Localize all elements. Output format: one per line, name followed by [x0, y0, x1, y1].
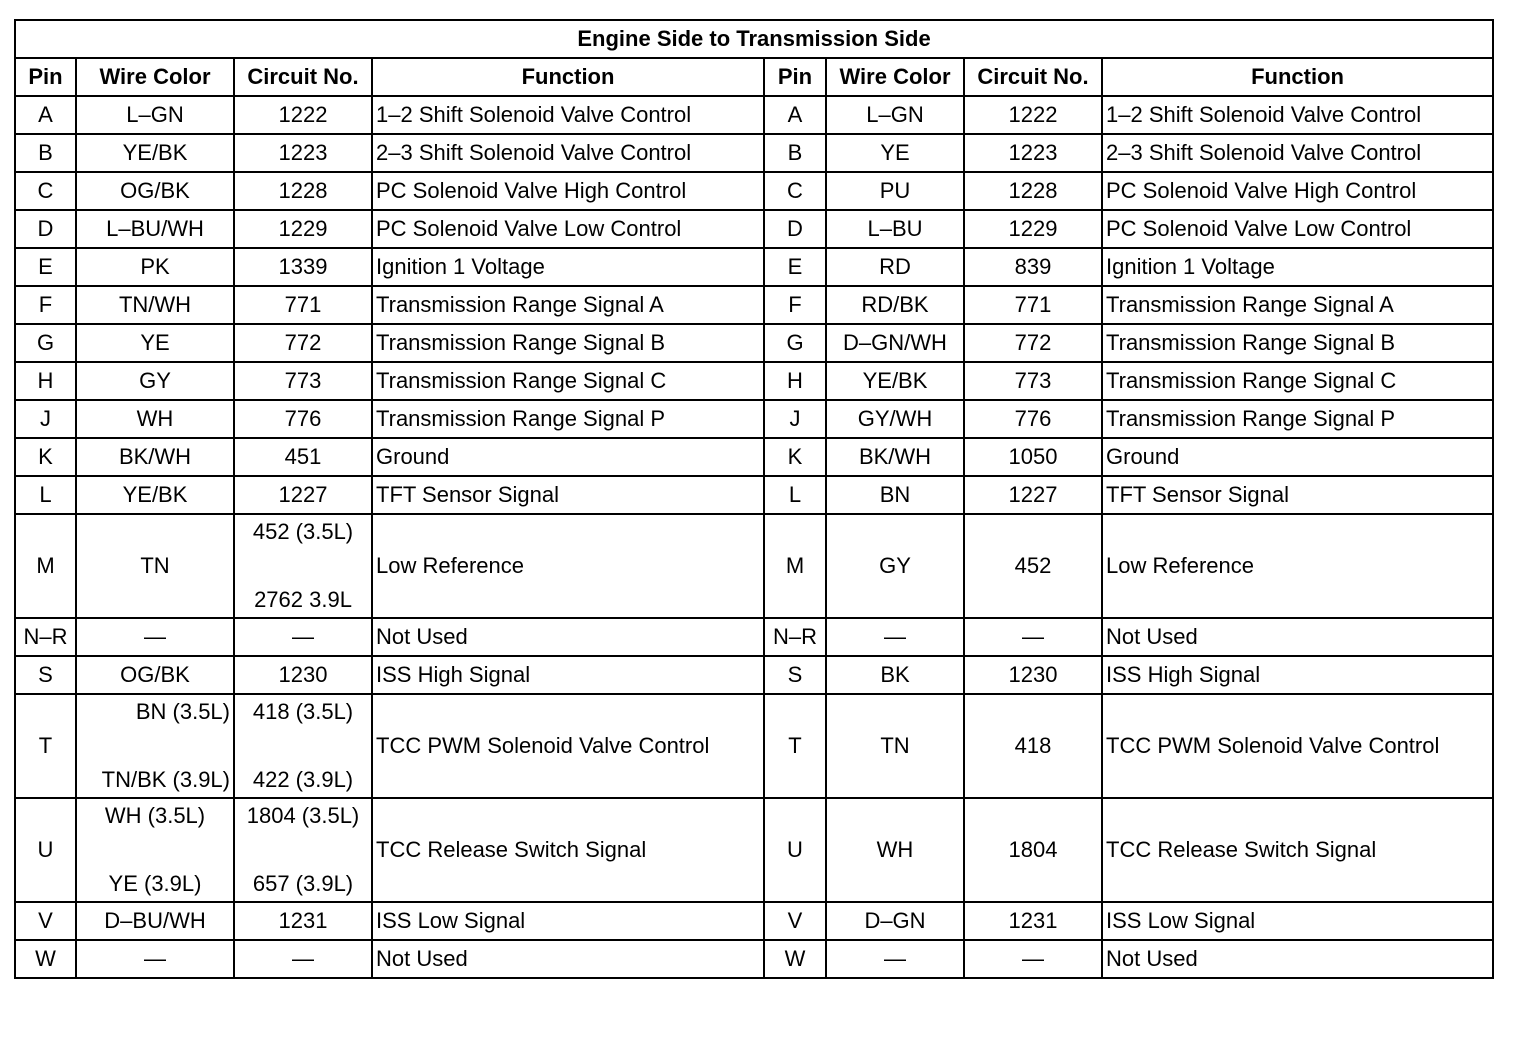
header-engine-wire-color: Wire Color: [76, 58, 234, 96]
trans-function-cell: Transmission Range Signal P: [1102, 400, 1493, 438]
table-row: [15, 172, 1493, 210]
engine-pin-cell: A: [15, 96, 76, 134]
engine-pin-cell: F: [15, 286, 76, 324]
engine-pin-cell: B: [15, 134, 76, 172]
engine-function-cell: 1–2 Shift Solenoid Valve Control: [372, 96, 764, 134]
engine-circuit-cell: 1228: [234, 172, 372, 210]
trans-wire-color-cell: D–GN: [826, 902, 964, 940]
trans-pin-cell: C: [764, 172, 826, 210]
trans-circuit-cell: —: [964, 618, 1102, 656]
trans-function-cell: Not Used: [1102, 618, 1493, 656]
engine-pin-cell: C: [15, 172, 76, 210]
engine-circuit-cell: —: [234, 940, 372, 978]
trans-pin-cell: T: [764, 694, 826, 798]
engine-circuit-cell: 1231: [234, 902, 372, 940]
trans-circuit-cell: 1222: [964, 96, 1102, 134]
engine-wire-color-cell: [76, 694, 234, 798]
engine-function-cell: PC Solenoid Valve Low Control: [372, 210, 764, 248]
engine-circuit-cell: 1229: [234, 210, 372, 248]
trans-circuit-cell: 1228: [964, 172, 1102, 210]
engine-pin-cell: J: [15, 400, 76, 438]
engine-wire-color-cell: —: [76, 940, 234, 978]
table-row: [15, 902, 1493, 940]
trans-pin-cell: H: [764, 362, 826, 400]
trans-wire-color-cell: BN: [826, 476, 964, 514]
engine-function-cell: Ignition 1 Voltage: [372, 248, 764, 286]
engine-function-cell: TCC PWM Solenoid Valve Control: [372, 694, 764, 798]
trans-circuit-cell: 1804: [964, 798, 1102, 902]
trans-wire-color-cell: WH: [826, 798, 964, 902]
engine-wire-color-cell: —: [76, 618, 234, 656]
table-row: [15, 798, 1493, 902]
engine-function-cell: Transmission Range Signal B: [372, 324, 764, 362]
trans-pin-cell: E: [764, 248, 826, 286]
engine-wire-color-cell: TN: [76, 514, 234, 618]
engine-function-cell: Transmission Range Signal P: [372, 400, 764, 438]
engine-pin-cell: L: [15, 476, 76, 514]
table-row: [15, 940, 1493, 978]
trans-circuit-cell: 1229: [964, 210, 1102, 248]
trans-wire-color-cell: BK/WH: [826, 438, 964, 476]
trans-wire-color-cell: TN: [826, 694, 964, 798]
engine-pin-cell: E: [15, 248, 76, 286]
header-trans-wire-color: Wire Color: [826, 58, 964, 96]
table-row: [15, 656, 1493, 694]
trans-circuit-cell: —: [964, 940, 1102, 978]
engine-pin-cell: H: [15, 362, 76, 400]
engine-wire-color-cell: YE/BK: [76, 476, 234, 514]
engine-wire-color-cell: GY: [76, 362, 234, 400]
trans-function-cell: Not Used: [1102, 940, 1493, 978]
engine-function-cell: TCC Release Switch Signal: [372, 798, 764, 902]
engine-wire-color-cell: L–GN: [76, 96, 234, 134]
engine-circuit-cell-line: 452 (3.5L): [252, 519, 354, 544]
table-row: [15, 476, 1493, 514]
trans-wire-color-cell: L–BU: [826, 210, 964, 248]
trans-pin-cell: F: [764, 286, 826, 324]
engine-pin-cell: S: [15, 656, 76, 694]
table-row: [15, 438, 1493, 476]
trans-function-cell: Transmission Range Signal A: [1102, 286, 1493, 324]
trans-wire-color-cell: —: [826, 940, 964, 978]
trans-circuit-cell: 1223: [964, 134, 1102, 172]
trans-wire-color-cell: GY/WH: [826, 400, 964, 438]
trans-pin-cell: K: [764, 438, 826, 476]
trans-function-cell: Low Reference: [1102, 514, 1493, 618]
engine-wire-color-cell: PK: [76, 248, 234, 286]
connector-pinout-table: [14, 19, 1494, 979]
engine-circuit-cell: [234, 694, 372, 798]
engine-circuit-cell: 451: [234, 438, 372, 476]
trans-pin-cell: S: [764, 656, 826, 694]
trans-circuit-cell: 772: [964, 324, 1102, 362]
trans-pin-cell: V: [764, 902, 826, 940]
trans-pin-cell: D: [764, 210, 826, 248]
engine-circuit-cell: 1222: [234, 96, 372, 134]
trans-pin-cell: W: [764, 940, 826, 978]
trans-circuit-cell: 771: [964, 286, 1102, 324]
trans-function-cell: TCC Release Switch Signal: [1102, 798, 1493, 902]
engine-pin-cell: W: [15, 940, 76, 978]
trans-circuit-cell: 418: [964, 694, 1102, 798]
table-title: Engine Side to Transmission Side: [15, 20, 1493, 58]
engine-pin-cell: N–R: [15, 618, 76, 656]
engine-circuit-cell-line: 418 (3.5L): [252, 699, 354, 724]
trans-pin-cell: B: [764, 134, 826, 172]
engine-circuit-cell: 1230: [234, 656, 372, 694]
trans-function-cell: 2–3 Shift Solenoid Valve Control: [1102, 134, 1493, 172]
engine-wire-color-cell-line: BN (3.5L): [135, 699, 230, 724]
engine-circuit-cell-line: 657 (3.9L): [252, 871, 354, 896]
engine-circuit-cell: 773: [234, 362, 372, 400]
engine-wire-color-cell-line: WH (3.5L): [104, 803, 206, 828]
trans-circuit-cell: 452: [964, 514, 1102, 618]
table-row: [15, 324, 1493, 362]
engine-pin-cell: V: [15, 902, 76, 940]
engine-circuit-cell: 1227: [234, 476, 372, 514]
engine-function-cell: Ground: [372, 438, 764, 476]
trans-circuit-cell: 1231: [964, 902, 1102, 940]
trans-function-cell: TCC PWM Solenoid Valve Control: [1102, 694, 1493, 798]
engine-circuit-cell: [234, 798, 372, 902]
engine-function-cell: Transmission Range Signal A: [372, 286, 764, 324]
table-row: [15, 134, 1493, 172]
trans-function-cell: Transmission Range Signal C: [1102, 362, 1493, 400]
engine-function-cell: Not Used: [372, 618, 764, 656]
trans-function-cell: Transmission Range Signal B: [1102, 324, 1493, 362]
trans-pin-cell: U: [764, 798, 826, 902]
trans-circuit-cell: 776: [964, 400, 1102, 438]
trans-function-cell: PC Solenoid Valve High Control: [1102, 172, 1493, 210]
trans-pin-cell: N–R: [764, 618, 826, 656]
table-row: [15, 400, 1493, 438]
trans-function-cell: Ignition 1 Voltage: [1102, 248, 1493, 286]
trans-wire-color-cell: GY: [826, 514, 964, 618]
header-row: [15, 58, 1493, 96]
engine-circuit-cell: 771: [234, 286, 372, 324]
engine-pin-cell: G: [15, 324, 76, 362]
engine-wire-color-cell: WH: [76, 400, 234, 438]
trans-wire-color-cell: L–GN: [826, 96, 964, 134]
table-row: [15, 362, 1493, 400]
engine-wire-color-cell: OG/BK: [76, 656, 234, 694]
engine-function-cell: Transmission Range Signal C: [372, 362, 764, 400]
engine-pin-cell: D: [15, 210, 76, 248]
engine-wire-color-cell: TN/WH: [76, 286, 234, 324]
table-body: [15, 96, 1493, 978]
header-trans-pin: Pin: [764, 58, 826, 96]
header-engine-circuit-no: Circuit No.: [234, 58, 372, 96]
trans-wire-color-cell: PU: [826, 172, 964, 210]
engine-wire-color-cell-line: YE (3.9L): [108, 871, 202, 896]
trans-pin-cell: G: [764, 324, 826, 362]
engine-function-cell: PC Solenoid Valve High Control: [372, 172, 764, 210]
engine-function-cell: ISS High Signal: [372, 656, 764, 694]
header-trans-function: Function: [1102, 58, 1493, 96]
engine-circuit-cell: 772: [234, 324, 372, 362]
table-row: [15, 694, 1493, 798]
trans-pin-cell: J: [764, 400, 826, 438]
engine-pin-cell: U: [15, 798, 76, 902]
engine-pin-cell: T: [15, 694, 76, 798]
trans-circuit-cell: 1230: [964, 656, 1102, 694]
trans-wire-color-cell: RD: [826, 248, 964, 286]
engine-circuit-cell-line: 1804 (3.5L): [246, 803, 360, 828]
trans-pin-cell: M: [764, 514, 826, 618]
engine-wire-color-cell: [76, 798, 234, 902]
engine-wire-color-cell: OG/BK: [76, 172, 234, 210]
trans-function-cell: 1–2 Shift Solenoid Valve Control: [1102, 96, 1493, 134]
table-row: [15, 96, 1493, 134]
engine-circuit-cell: 1223: [234, 134, 372, 172]
header-engine-pin: Pin: [15, 58, 76, 96]
engine-wire-color-cell: L–BU/WH: [76, 210, 234, 248]
engine-pin-cell: M: [15, 514, 76, 618]
engine-function-cell: TFT Sensor Signal: [372, 476, 764, 514]
engine-circuit-cell: —: [234, 618, 372, 656]
header-trans-circuit-no: Circuit No.: [964, 58, 1102, 96]
trans-circuit-cell: 1227: [964, 476, 1102, 514]
trans-wire-color-cell: YE: [826, 134, 964, 172]
engine-function-cell: ISS Low Signal: [372, 902, 764, 940]
engine-circuit-cell-line: 422 (3.9L): [252, 767, 354, 792]
engine-function-cell: Low Reference: [372, 514, 764, 618]
trans-wire-color-cell: RD/BK: [826, 286, 964, 324]
trans-function-cell: ISS Low Signal: [1102, 902, 1493, 940]
trans-circuit-cell: 839: [964, 248, 1102, 286]
engine-circuit-cell: 1339: [234, 248, 372, 286]
title-row: [15, 20, 1493, 58]
trans-function-cell: ISS High Signal: [1102, 656, 1493, 694]
engine-wire-color-cell: D–BU/WH: [76, 902, 234, 940]
trans-pin-cell: L: [764, 476, 826, 514]
trans-function-cell: PC Solenoid Valve Low Control: [1102, 210, 1493, 248]
trans-function-cell: TFT Sensor Signal: [1102, 476, 1493, 514]
trans-wire-color-cell: D–GN/WH: [826, 324, 964, 362]
table-row: [15, 618, 1493, 656]
trans-wire-color-cell: YE/BK: [826, 362, 964, 400]
engine-wire-color-cell-line: TN/BK (3.9L): [101, 767, 230, 792]
engine-wire-color-cell: YE/BK: [76, 134, 234, 172]
engine-circuit-cell: 776: [234, 400, 372, 438]
engine-wire-color-cell: YE: [76, 324, 234, 362]
table-row: [15, 248, 1493, 286]
trans-circuit-cell: 1050: [964, 438, 1102, 476]
engine-wire-color-cell: BK/WH: [76, 438, 234, 476]
trans-circuit-cell: 773: [964, 362, 1102, 400]
engine-function-cell: Not Used: [372, 940, 764, 978]
table-row: [15, 514, 1493, 618]
trans-function-cell: Ground: [1102, 438, 1493, 476]
engine-circuit-cell: [234, 514, 372, 618]
engine-pin-cell: K: [15, 438, 76, 476]
engine-circuit-cell-line: 2762 3.9L: [254, 587, 352, 612]
trans-wire-color-cell: —: [826, 618, 964, 656]
header-engine-function: Function: [372, 58, 764, 96]
engine-function-cell: 2–3 Shift Solenoid Valve Control: [372, 134, 764, 172]
table-row: [15, 210, 1493, 248]
trans-pin-cell: A: [764, 96, 826, 134]
trans-wire-color-cell: BK: [826, 656, 964, 694]
table-row: [15, 286, 1493, 324]
